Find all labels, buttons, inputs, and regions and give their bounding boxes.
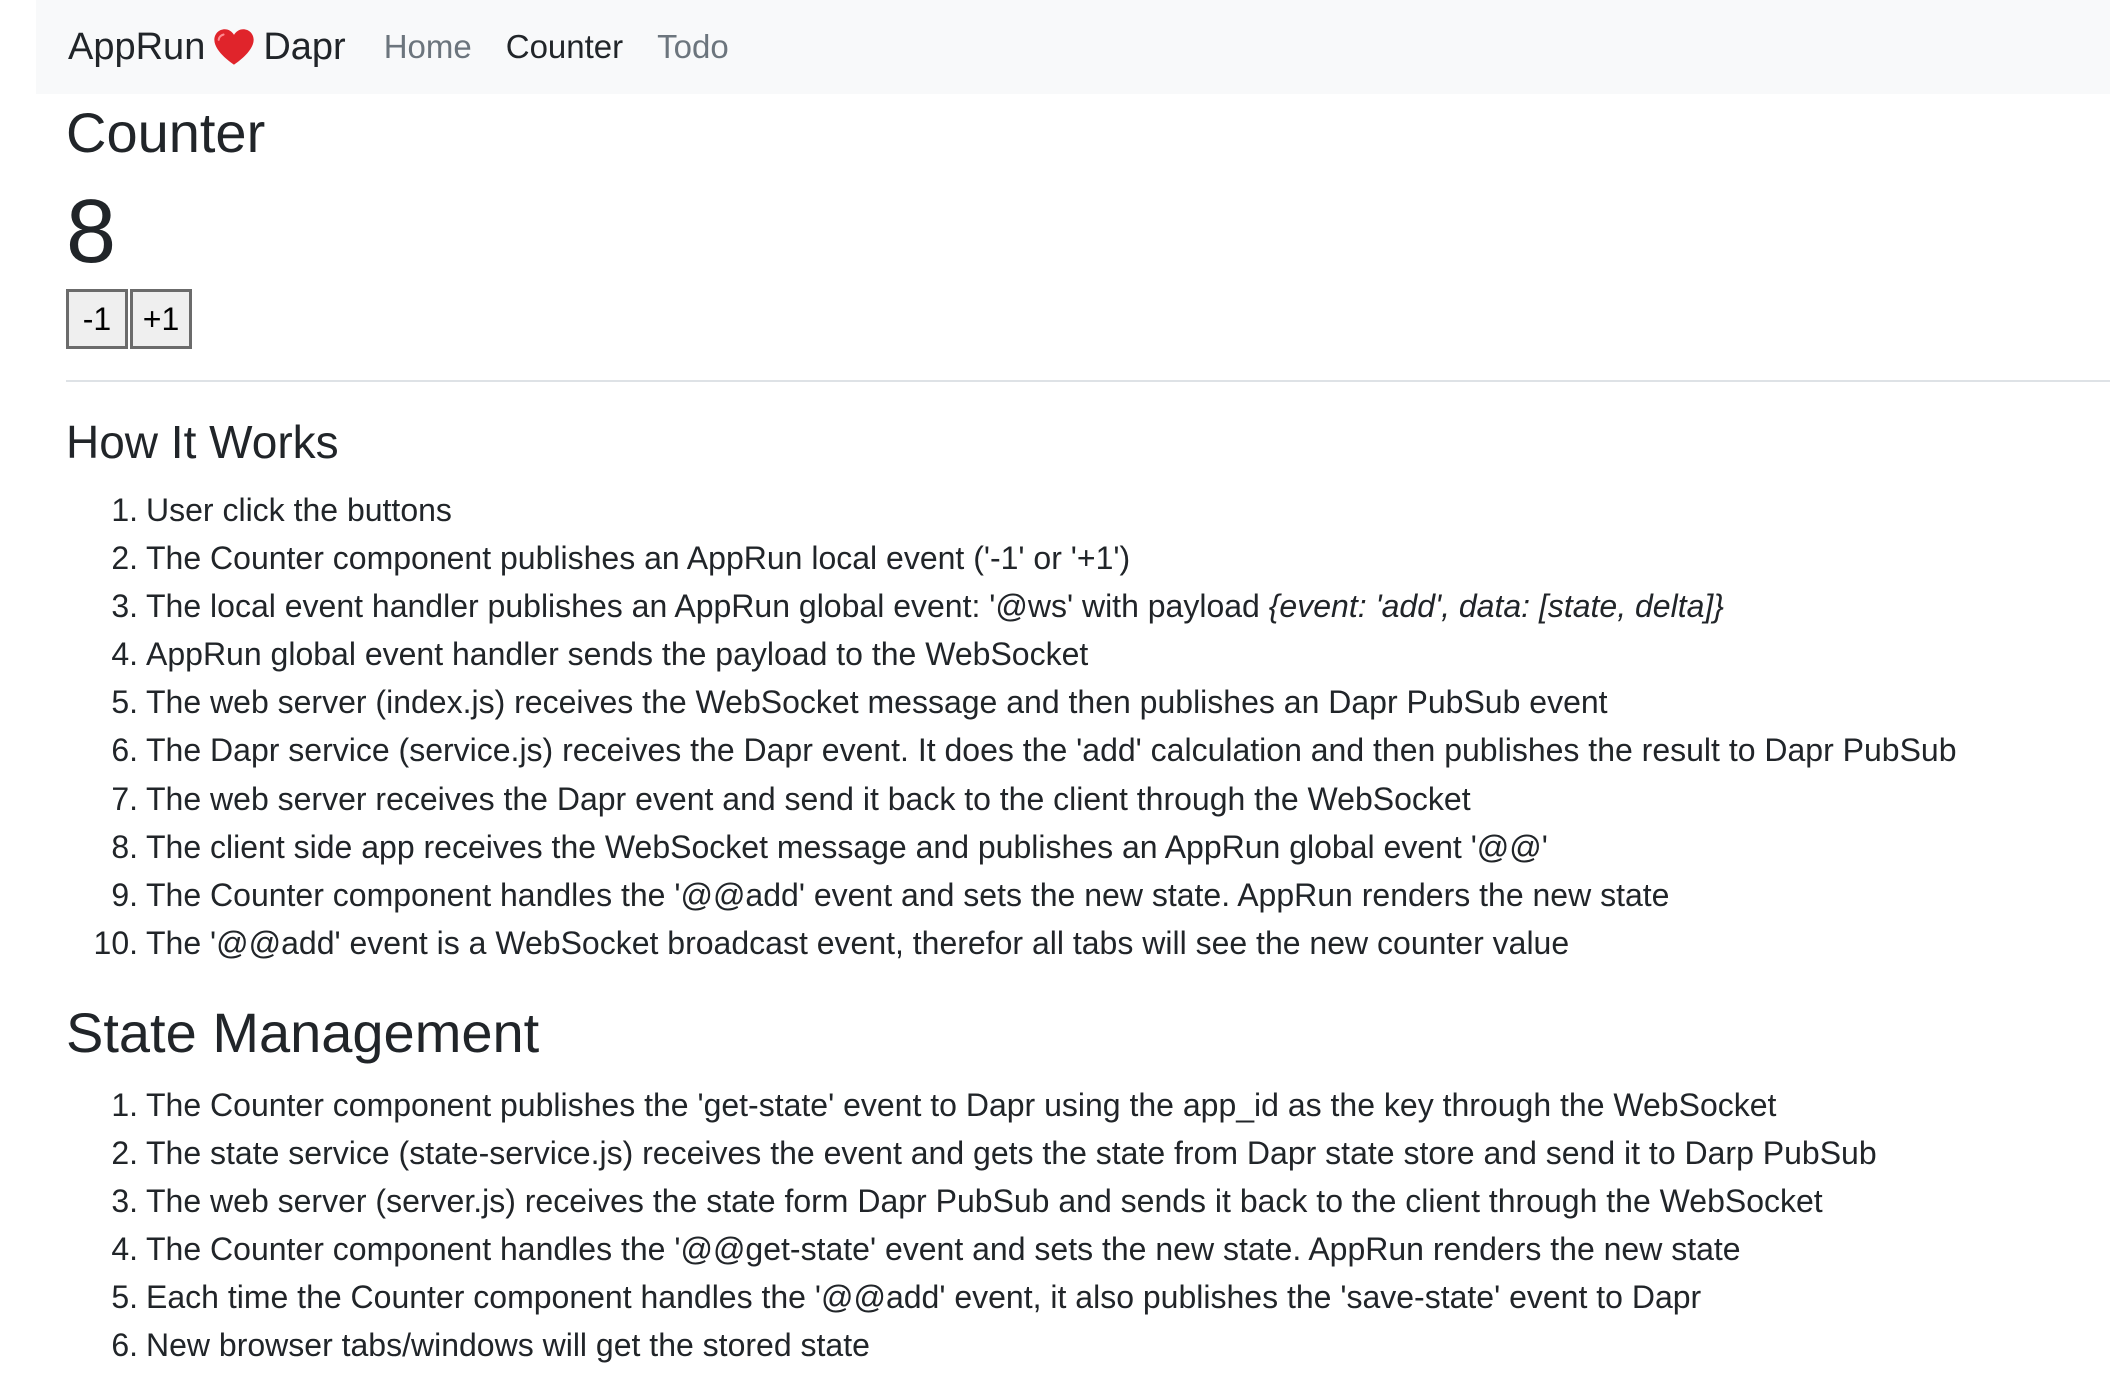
heart-icon [213, 28, 255, 66]
step-text: AppRun global event handler sends the payload to the WebSocket [146, 636, 1089, 673]
navbar [36, 0, 2110, 94]
step-text: The Counter component handles the '@@get-state' event and sets the new state. AppRun renders the new state [146, 1231, 1741, 1268]
how-it-works-title: How It Works [66, 416, 339, 468]
list-item: 6. The Dapr service (service.js) receives the Dapr event. It does the 'add' calculation and then publishes the result to Dapr PubSub [111, 732, 1957, 769]
nav-link-home[interactable]: Home [383, 28, 472, 65]
step-payload: {event: 'add', data: [state, delta]} [1268, 588, 1724, 625]
list-item: 5. The web server (index.js) receives the WebSocket message and then publishes an Dapr PubSub event [111, 684, 1608, 721]
step-text: The Counter component publishes the 'get-state' event to Dapr using the app_id as the key through the WebSocket [146, 1087, 1777, 1123]
step-text: New browser tabs/windows will get the stored state [146, 1327, 870, 1364]
list-item: 2. The Counter component publishes an AppRun local event ('-1' or '+1') [111, 540, 1131, 577]
step-text: Each time the Counter component handles the '@@add' event, it also publishes the 'save-state' event to Dapr [146, 1279, 1702, 1316]
list-item: 3. The web server (server.js) receives the state form Dapr PubSub and sends it back to the client through the WebSocket [111, 1183, 1823, 1220]
step-text: The client side app receives the WebSocket message and publishes an AppRun global event '@@' [146, 828, 1548, 865]
step-text: User click the buttons [146, 492, 452, 528]
page-title: Counter [66, 101, 266, 164]
divider [66, 380, 2110, 382]
list-item: 1. The Counter component publishes the 'get-state' event to Dapr using the app_id as the key through the WebSocket [111, 1087, 1777, 1123]
list-item: 1. User click the buttons [111, 492, 452, 528]
list-item: 6. New browser tabs/windows will get the stored state [111, 1327, 870, 1364]
counter-buttons [66, 289, 192, 349]
list-item: 4. The Counter component handles the '@@get-state' event and sets the new state. AppRun renders the new state [111, 1231, 1741, 1268]
step-text: The local event handler publishes an AppRun global event: '@ws' with payload [146, 588, 1269, 625]
list-item: 2. The state service (state-service.js) receives the event and gets the state from Dapr state store and send it to Darp PubSub [111, 1135, 1877, 1172]
list-item: 10. The '@@add' event is a WebSocket broadcast event, therefor all tabs will see the new counter value [93, 924, 1570, 961]
counter-value: 8 [66, 182, 117, 282]
how-it-works-list [66, 486, 1957, 967]
step-text: The '@@add' event is a WebSocket broadcast event, therefor all tabs will see the new counter value [146, 924, 1570, 961]
list-item: 8. The client side app receives the WebSocket message and publishes an AppRun global event '@@' [111, 828, 1548, 865]
list-item: 7. The web server receives the Dapr event and send it back to the client through the WebSocket [111, 780, 1471, 817]
state-management-title: State Management [66, 1001, 540, 1064]
list-item: 5. Each time the Counter component handles the '@@add' event, it also publishes the 'save-state' event to Dapr [111, 1279, 1702, 1316]
step-text: The web server receives the Dapr event and send it back to the client through the WebSocket [146, 780, 1471, 817]
nav-links [384, 28, 729, 66]
list-item: 3. The local event handler publishes an AppRun global event: '@ws' with payload {event: 'add', data: [state, delta]} [111, 588, 1724, 625]
step-text: The Counter component handles the '@@add' event and sets the new state. AppRun renders the new state [146, 876, 1670, 913]
list-item: 4. AppRun global event handler sends the payload to the WebSocket [111, 636, 1089, 673]
step-text: The Counter component publishes an AppRun local event ('-1' or '+1') [146, 540, 1131, 577]
brand-link[interactable] [68, 26, 346, 69]
step-text: The web server (index.js) receives the WebSocket message and then publishes an Dapr PubSub event [146, 684, 1608, 721]
step-text: The web server (server.js) receives the state form Dapr PubSub and sends it back to the client through the WebSocket [146, 1183, 1823, 1220]
brand-text-dapr: Dapr [263, 25, 346, 68]
increment-button[interactable]: +1 [130, 289, 192, 349]
nav-link-counter[interactable]: Counter [505, 28, 624, 65]
step-text: The Dapr service (service.js) receives the Dapr event. It does the 'add' calculation and then publishes the result to Dapr PubSub [146, 732, 1957, 769]
brand-text-apprun: AppRun [68, 25, 206, 68]
list-item: 9. The Counter component handles the '@@add' event and sets the new state. AppRun renders the new state [111, 876, 1670, 913]
decrement-button[interactable]: -1 [66, 289, 128, 349]
nav-link-todo[interactable]: Todo [657, 28, 729, 65]
step-text: The state service (state-service.js) receives the event and gets the state from Dapr state store and send it to Darp PubSub [146, 1135, 1877, 1172]
state-management-list [66, 1081, 1877, 1370]
